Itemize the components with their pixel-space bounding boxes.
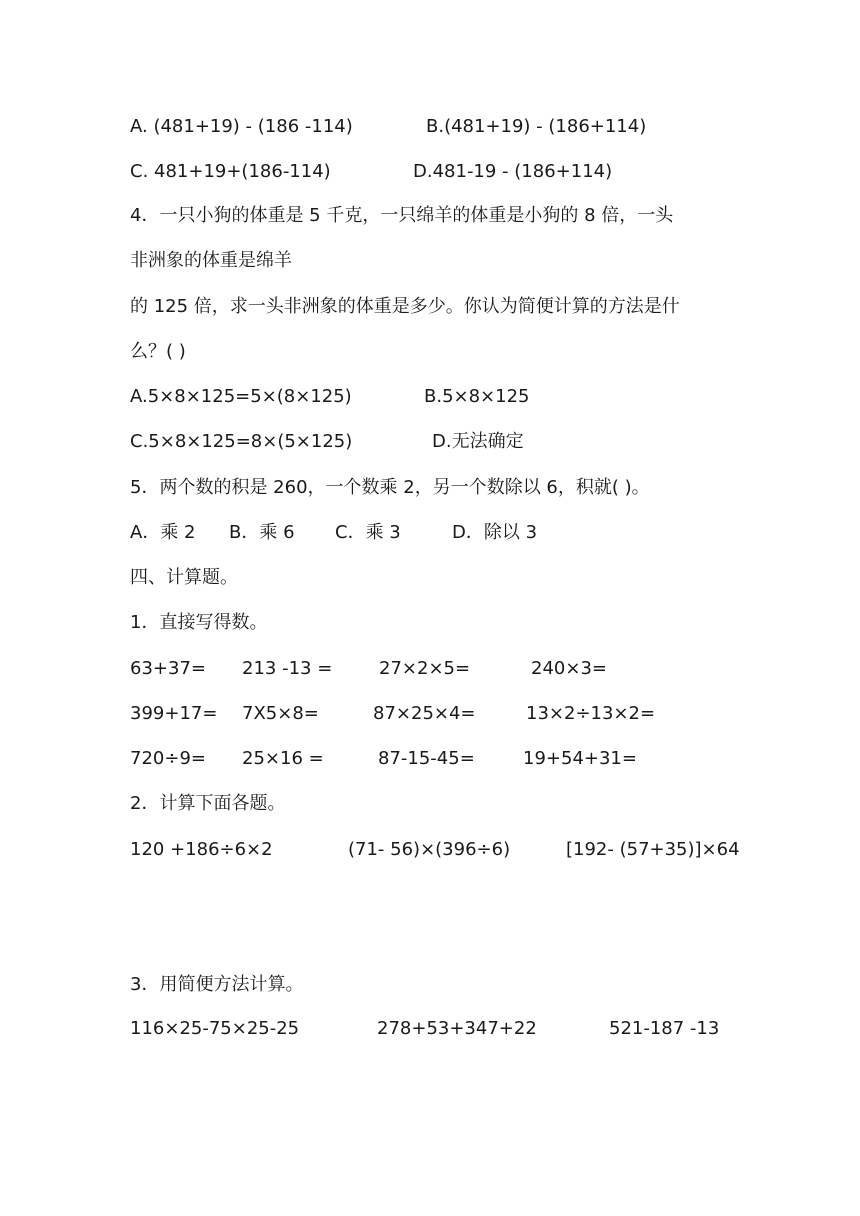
q4-text-line4: 么？( ) [130,341,186,362]
calc-item: [192- (57+35)]×64 [566,839,740,860]
q4-text-line3: 的 125 倍，求一头非洲象的体重是多少。你认为简便计算的方法是什 [130,296,680,317]
mental-math-item: 87-15-45= [378,748,475,769]
q4-text-line1: 4．一只小狗的体重是 5 千克，一只绵羊的体重是小狗的 8 倍，一头 [130,205,674,226]
q4-option-a: A.5×8×125=5×(8×125) [130,386,352,407]
q5-option-c: C．乘 3 [335,522,401,543]
calc-item: 120 +186÷6×2 [130,839,273,860]
mental-math-item: 720÷9= [130,748,206,769]
q5-text: 5．两个数的积是 260，一个数乘 2，另一个数除以 6，积就( )。 [130,477,650,498]
q4-option-c: C.5×8×125=8×(5×125) [130,431,353,452]
q5-option-a: A．乘 2 [130,522,196,543]
q4-text-line2: 非洲象的体重是绵羊 [130,250,292,271]
mental-math-item: 87×25×4= [373,703,476,724]
simplify-item: 116×25-75×25-25 [130,1018,300,1039]
q5-option-b: B．乘 6 [229,522,295,543]
q3-option-d: D.481-19 - (186+114) [413,161,613,182]
q4-option-d: D.无法确定 [432,431,524,452]
q3-option-c: C. 481+19+(186-114) [130,161,331,182]
section-title: 四、计算题。 [130,567,238,588]
mental-math-item: 240×3= [531,658,607,679]
mental-math-item: 7X5×8= [242,703,319,724]
part3-title: 3．用简便方法计算。 [130,974,304,995]
mental-math-item: 27×2×5= [379,658,471,679]
q3-option-b: B.(481+19) - (186+114) [426,116,647,137]
part2-title: 2．计算下面各题。 [130,793,286,814]
mental-math-item: 399+17= [130,703,218,724]
q3-option-a: A. (481+19) - (186 -114) [130,116,353,137]
calc-item: (71- 56)×(396÷6) [348,839,511,860]
simplify-item: 278+53+347+22 [377,1018,537,1039]
q4-option-b: B.5×8×125 [424,386,530,407]
q5-option-d: D．除以 3 [452,522,538,543]
part1-title: 1．直接写得数。 [130,612,268,633]
mental-math-item: 13×2÷13×2= [526,703,656,724]
mental-math-item: 25×16 = [242,748,324,769]
simplify-item: 521-187 -13 [609,1018,720,1039]
mental-math-item: 19+54+31= [523,748,637,769]
mental-math-item: 213 -13 = [242,658,333,679]
mental-math-item: 63+37= [130,658,206,679]
